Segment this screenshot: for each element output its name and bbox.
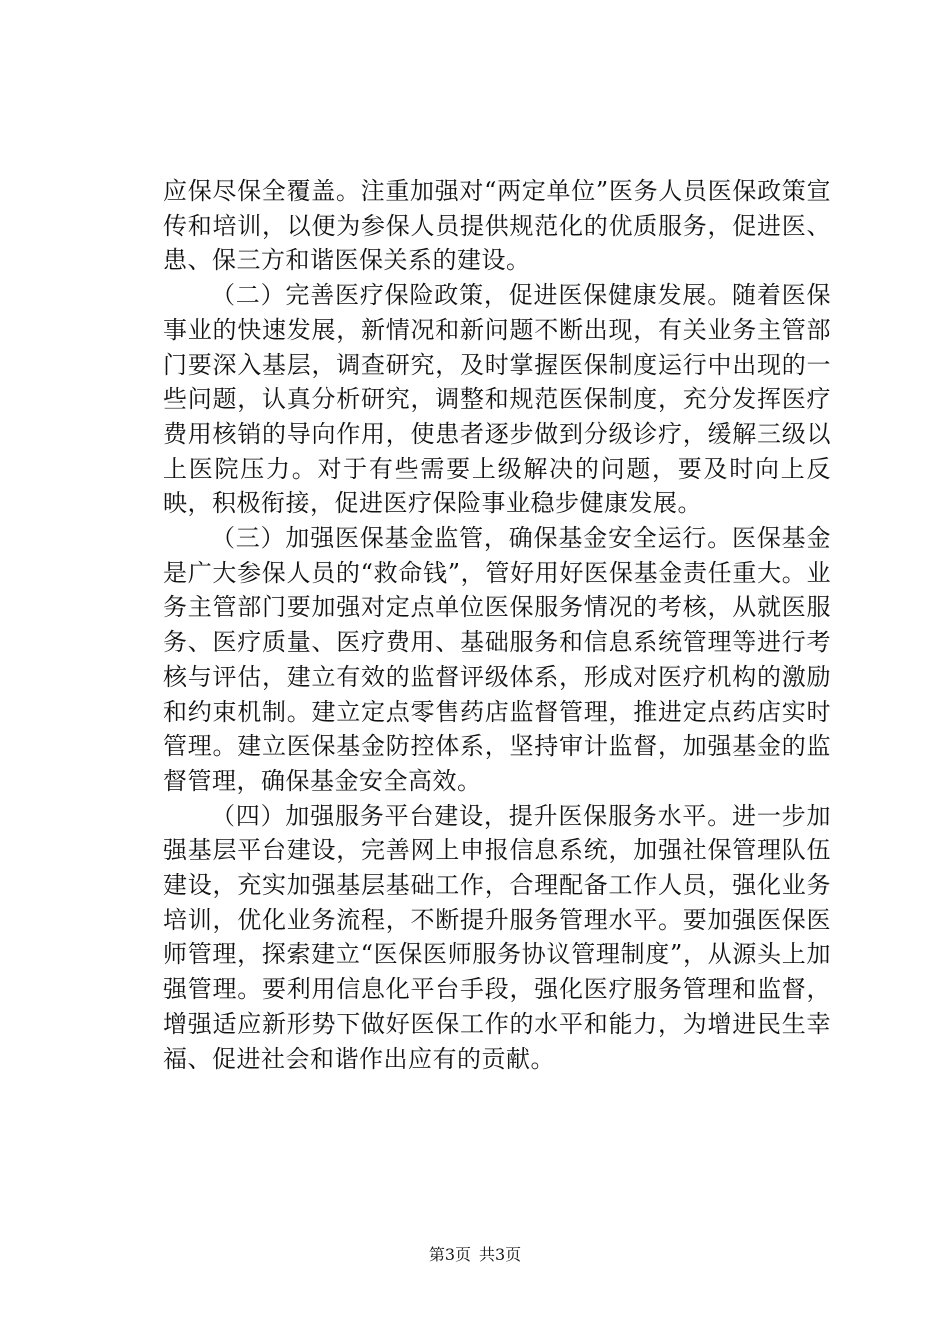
- page-footer: [0, 1245, 950, 1265]
- total-pages: 共3页: [479, 1245, 522, 1264]
- page-number: 第3页: [428, 1245, 471, 1264]
- paragraph-continuation: 应保尽保全覆盖。注重加强对“两定单位”医务人员医保政策宣传和培训，以便为参保人员提供规范化的优质服务，促进医、患、保三方和谐医保关系的建设。: [163, 177, 831, 275]
- document-body: [163, 174, 831, 1076]
- paragraph-section-4: （四）加强服务平台建设，提升医保服务水平。进一步加强基层平台建设，完善网上申报信息系统，加强社保管理队伍建设，充实加强基层基础工作，合理配备工作人员，强化业务培训，优化业务流程，不断提升服务管理水平。要加强医保医师管理，探索建立“医保医师服务协议管理制度”，从源头上加强管理。要利用信息化平台手段，强化医疗服务管理和监督，增强适应新形势下做好医保工作的水平和能力，为增进民生幸福、促进社会和谐作出应有的贡献。: [163, 801, 831, 1073]
- paragraph-section-2: （二）完善医疗保险政策，促进医保健康发展。随着医保事业的快速发展，新情况和新问题不断出现，有关业务主管部门要深入基层，调查研究，及时掌握医保制度运行中出现的一些问题，认真分析研究，调整和规范医保制度，充分发挥医疗费用核销的导向作用，使患者逐步做到分级诊疗，缓解三级以上医院压力。对于有些需要上级解决的问题，要及时向上反映，积极衔接，促进医疗保险事业稳步健康发展。: [163, 281, 831, 518]
- paragraph-section-3: （三）加强医保基金监管，确保基金安全运行。医保基金是广大参保人员的“救命钱”，管好用好医保基金责任重大。业务主管部门要加强对定点单位医保服务情况的考核，从就医服务、医疗质量、医疗费用、基础服务和信息系统管理等进行考核与评估，建立有效的监督评级体系，形成对医疗机构的激励和约束机制。建立定点零售药店监督管理，推进定点药店实时管理。建立医保基金防控体系，坚持审计监督，加强基金的监督管理，确保基金安全高效。: [163, 524, 831, 795]
